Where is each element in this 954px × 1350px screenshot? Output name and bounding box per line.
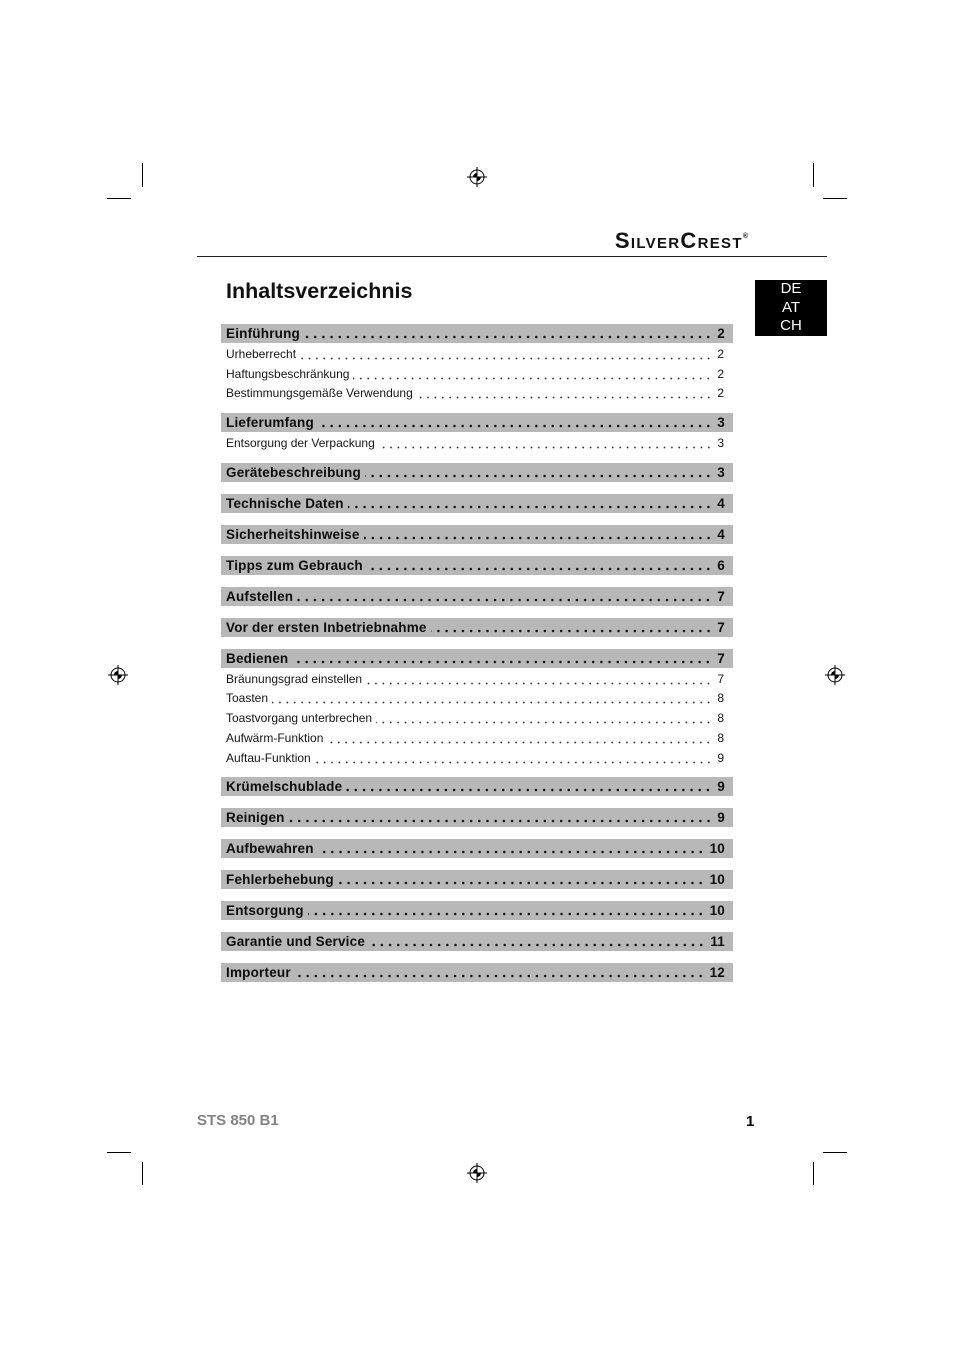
dot-leader [318,839,705,858]
toc-entry-page: 10 [709,872,725,888]
toc-entry-page: 2 [717,386,724,401]
toc-entry-page: 12 [709,965,725,981]
toc-entry-title: Aufstellen [226,588,294,604]
page-number: 1 [746,1113,755,1130]
dot-leader [289,808,713,827]
toc-chapter-entry [221,932,733,951]
dot-leader [295,963,705,982]
toc-entry-page: 4 [717,526,725,542]
toc-entry-title: Bräunungsgrad einstellen [226,671,363,686]
toc-entry-page: 9 [717,750,724,765]
toc-entry-page: 7 [717,650,725,666]
toc-entry-page: 2 [717,366,724,381]
toc-chapter-entry [221,808,733,827]
toc-chapter-entry [221,901,733,920]
toc-entry-page: 3 [717,464,725,480]
dot-leader [338,870,705,889]
toc-section-entry [221,670,733,690]
toc-entry-page: 9 [717,810,725,826]
language-code: AT [781,298,801,316]
toc-entry-title: Vor der ersten Inbetriebnahme [226,619,427,635]
toc-entry-title: Toasten [226,691,269,706]
toc-entry-page: 10 [709,841,725,857]
table-of-contents [221,324,733,982]
toc-section-entry [221,709,733,729]
toc-entry-title: Urheberrecht [226,347,297,361]
language-tab [755,280,827,336]
dot-leader [304,324,712,343]
toc-entry-title: Technische Daten [226,495,344,511]
dot-leader [346,777,712,796]
dot-leader [431,618,713,637]
toc-entry-title: Krümelschublade [226,779,343,795]
toc-chapter-entry [221,413,733,432]
toc-entry-page: 3 [717,415,725,431]
toc-entry-title: Aufwärm-Funktion [226,730,324,745]
toc-chapter-entry [221,649,733,668]
toc-entry-page: 8 [717,691,724,706]
toc-entry-page: 10 [709,903,725,919]
toc-entry-title: Lieferumfang [226,415,314,431]
dot-leader [315,749,713,769]
toc-entry-title: Haftungsbeschränkung [226,366,350,381]
toc-entry-title: Bestimmungsgemäße Verwendung [226,386,413,401]
toc-entry-title: Gerätebeschreibung [226,464,361,480]
toc-chapter-entry [221,556,733,575]
toc-chapter-entry [221,463,733,482]
toc-section-entry [221,365,733,385]
toc-entry-title: Importeur [226,965,291,981]
dot-leader [300,345,712,365]
toc-chapter-entry [221,587,733,606]
toc-entry-title: Sicherheitshinweise [226,526,360,542]
toc-entry-title: Aufbewahren [226,841,314,857]
toc-section-entry [221,434,733,454]
dot-leader [353,365,712,385]
toc-chapter-entry [221,870,733,889]
toc-entry-page: 7 [717,671,724,686]
toc-entry-page: 8 [717,730,724,745]
dot-leader [327,729,712,749]
toc-section-entry [221,689,733,709]
dot-leader [379,434,713,454]
toc-chapter-entry [221,324,733,343]
language-code: DE [780,280,802,297]
toc-entry-page: 6 [717,557,725,573]
registration-mark [108,665,128,685]
toc-entry-page: 9 [717,779,725,795]
toc-entry-title: Entsorgung der Verpackung [226,436,375,451]
toc-chapter-entry [221,618,733,637]
dot-leader [366,670,712,690]
toc-entry-page: 7 [717,619,725,635]
toc-entry-page: 7 [717,588,725,604]
toc-entry-title: Bedienen [226,650,289,666]
page-title: Inhaltsverzeichnis [226,279,413,303]
toc-entry-title: Entsorgung [226,903,304,919]
toc-entry-page: 4 [717,495,725,511]
toc-section-entry [221,345,733,365]
registered-mark: ® [742,233,748,240]
registration-mark [467,167,487,187]
dot-leader [364,525,713,544]
dot-leader [367,556,712,575]
toc-chapter-entry [221,494,733,513]
toc-entry-page: 8 [717,711,724,726]
dot-leader [417,384,713,404]
dot-leader [365,463,712,482]
brand-logo-text: SilverCrest [614,228,743,253]
toc-entry-title: Garantie und Service [226,934,366,950]
toc-section-entry [221,749,733,769]
toc-entry-title: Fehlerbehebung [226,872,334,888]
toc-chapter-entry [221,963,733,982]
dot-leader [376,709,712,729]
toc-entry-title: Einführung [226,326,300,341]
dot-leader [348,494,713,513]
toc-chapter-entry [221,525,733,544]
dot-leader [318,413,712,432]
toc-entry-page: 3 [717,436,724,451]
toc-entry-title: Auftau-Funktion [226,750,311,765]
header-rule [197,256,827,257]
language-code: CH [780,317,802,335]
dot-leader [308,901,705,920]
dot-leader [292,649,712,668]
dot-leader [272,689,712,709]
model-number: STS 850 B1 [197,1112,279,1129]
toc-entry-title: Tipps zum Gebrauch [226,557,363,573]
toc-entry-page: 2 [717,326,725,341]
toc-chapter-entry [221,839,733,858]
toc-section-entry [221,384,733,404]
dot-leader [369,932,705,951]
registration-mark [825,665,845,685]
toc-section-entry [221,729,733,749]
toc-entry-page: 11 [710,934,725,950]
toc-entry-title: Reinigen [226,810,285,826]
dot-leader [297,587,712,606]
registration-mark [467,1163,487,1183]
toc-entry-title: Toastvorgang unterbrechen [226,711,373,726]
toc-chapter-entry [221,777,733,796]
toc-entry-page: 2 [717,347,724,361]
brand-logo [615,224,748,254]
